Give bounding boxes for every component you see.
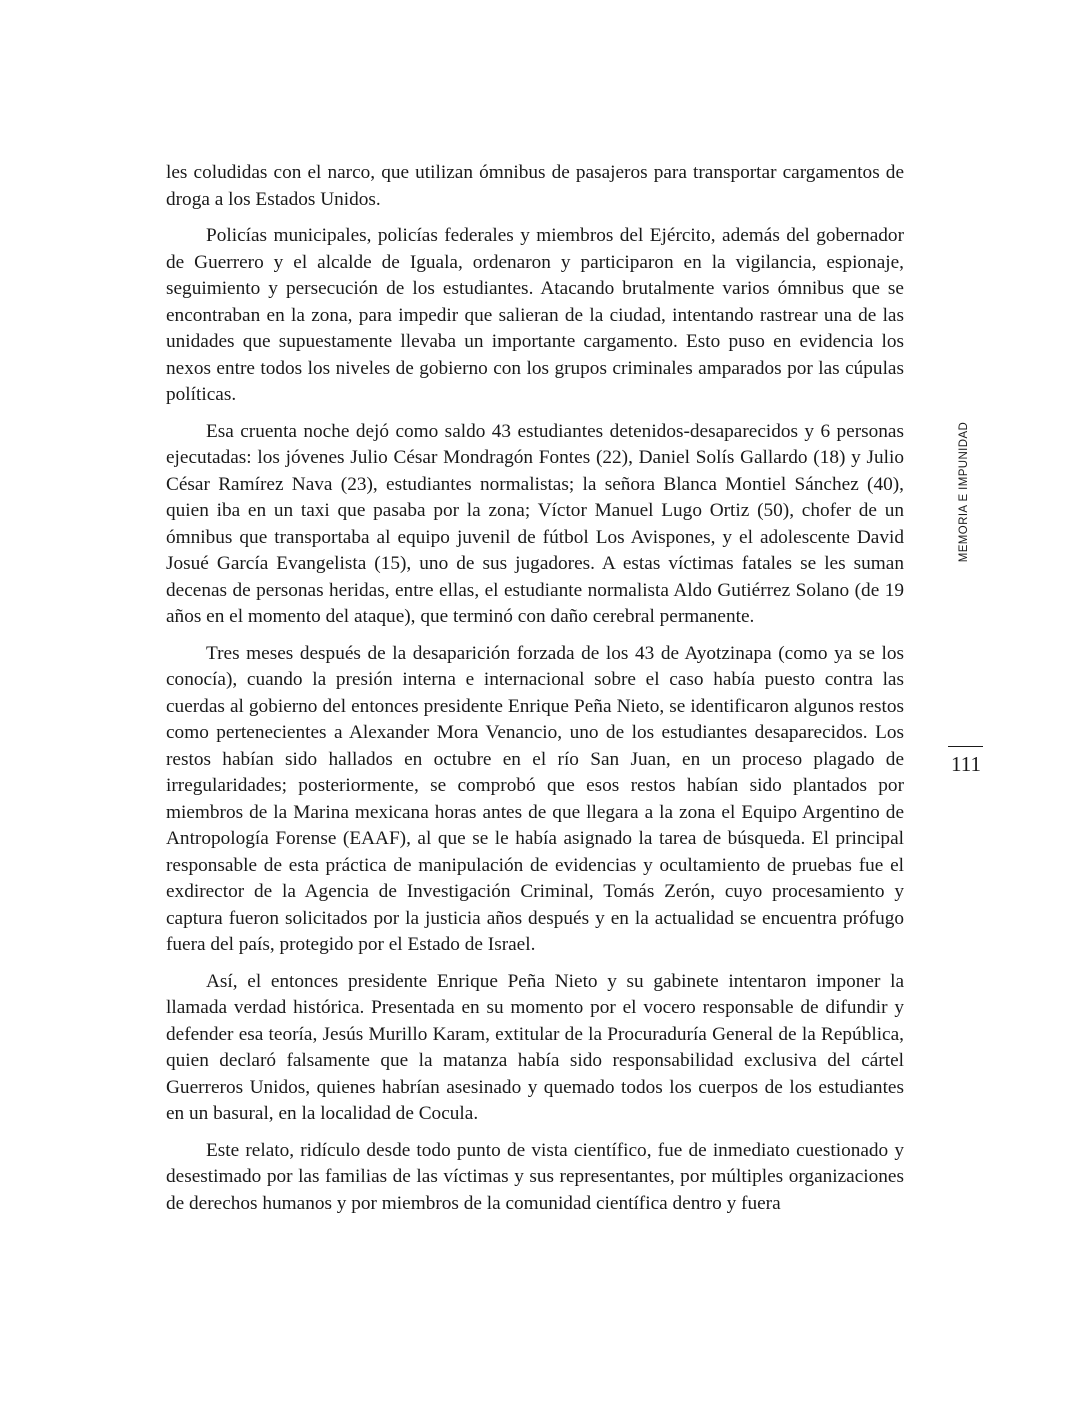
paragraph-remains: Tres meses después de la desaparición forzada de los 43 de Ayotzinapa (como ya se los conocía), cuando la presión interna e internacional sobre el caso había puesto contra las cuerdas al gobierno del entonces presidente Enrique Peña Nieto, se identificaron algunos restos como pertenecientes a Alexander Mora Venancio, uno de los estudiantes desaparecidos. Los restos habían sido hallados en octubre en el río San Juan, en un proceso plagado de irregularidades; posteriormente, se comprobó que esos restos habían sido plantados por miembros de la Marina mexicana horas antes de que llegara a la zona el Equipo Argentino de Antropología Forense (EAAF), al que se le había asignado la tarea de búsqueda. El principal responsable de esta práctica de manipulación de evidencias y ocultamiento de pruebas fue el exdirector de la Agencia de Investigación Criminal, Tomás Zerón, cuyo procesamiento y captura fueron solicitados por la justicia años después y en la actualidad se encuentra prófugo fuera del país, protegido por el Estado de Israel.	[166, 642, 904, 955]
paragraph-victims: Esa cruenta noche dejó como saldo 43 estudiantes detenidos-desaparecidos y 6 personas ejecutadas: los jóvenes Julio César Mondragón Fontes (22), Daniel Solís Gallardo (18) y Julio César Ramírez Nava (23), estudiantes normalistas; la señora Blanca Montiel Sánchez (40), quien iba en un taxi que pasaba por la zona; Víctor Manuel Lugo Ortiz (50), chofer de un ómnibus que transportaba al equipo juvenil de fútbol Los Avispones, y el adolescente David Josué García Evangelista (15), uno de sus jugadores. A estas víctimas fatales se les suman decenas de personas heridas, entre ellas, el estudiante normalista Aldo Gutiérrez Solano (de 19 años en el momento del ataque), que terminó con daño cerebral permanente.	[166, 420, 904, 627]
running-head: MEMORIA E IMPUNIDAD	[958, 421, 970, 563]
paragraph-historical-truth: Así, el entonces presidente Enrique Peña Nieto y su gabinete intentaron imponer la llamada verdad histórica. Presentada en su momento por el vocero responsable de difundir y defender esa teoría, Jesús Murillo Karam, extitular de la Procuraduría General de la República, quien declaró falsamente que la matanza había sido responsabilidad exclusiva del cártel Guerreros Unidos, quienes habrían asesinado y quemado todos los cuerpos de los estudiantes en un basural, en la localidad de Cocula.	[166, 970, 904, 1124]
body-text	[166, 160, 904, 1227]
paragraph-refutation: Este relato, ridículo desde todo punto de vista científico, fue de inmediato cuestionado y desestimado por las familias de las víctimas y sus representantes, por múltiples organizaciones de derechos humanos y por miembros de la comunidad científica dentro y fuera	[166, 1139, 904, 1214]
paragraph-continuation: les coludidas con el narco, que utilizan ómnibus de pasajeros para transportar cargamentos de droga a los Estados Unidos.	[166, 162, 904, 210]
page-number: 111	[951, 752, 981, 776]
folio-rule	[948, 746, 983, 747]
paragraph-surveillance: Policías municipales, policías federales y miembros del Ejército, además del gobernador de Guerrero y el alcalde de Iguala, ordenaron y participaron en la vigilancia, espionaje, seguimiento y persecución de los estudiantes. Atacando brutalmente varios ómnibus que se encontraban en la zona, para impedir que salieran de la ciudad, intentando rastrear una de las unidades que supuestamente llevaba un importante cargamento. Esto puso en evidencia los nexos entre todos los niveles de gobierno con los grupos criminales amparados por las cúpulas políticas.	[166, 225, 904, 405]
